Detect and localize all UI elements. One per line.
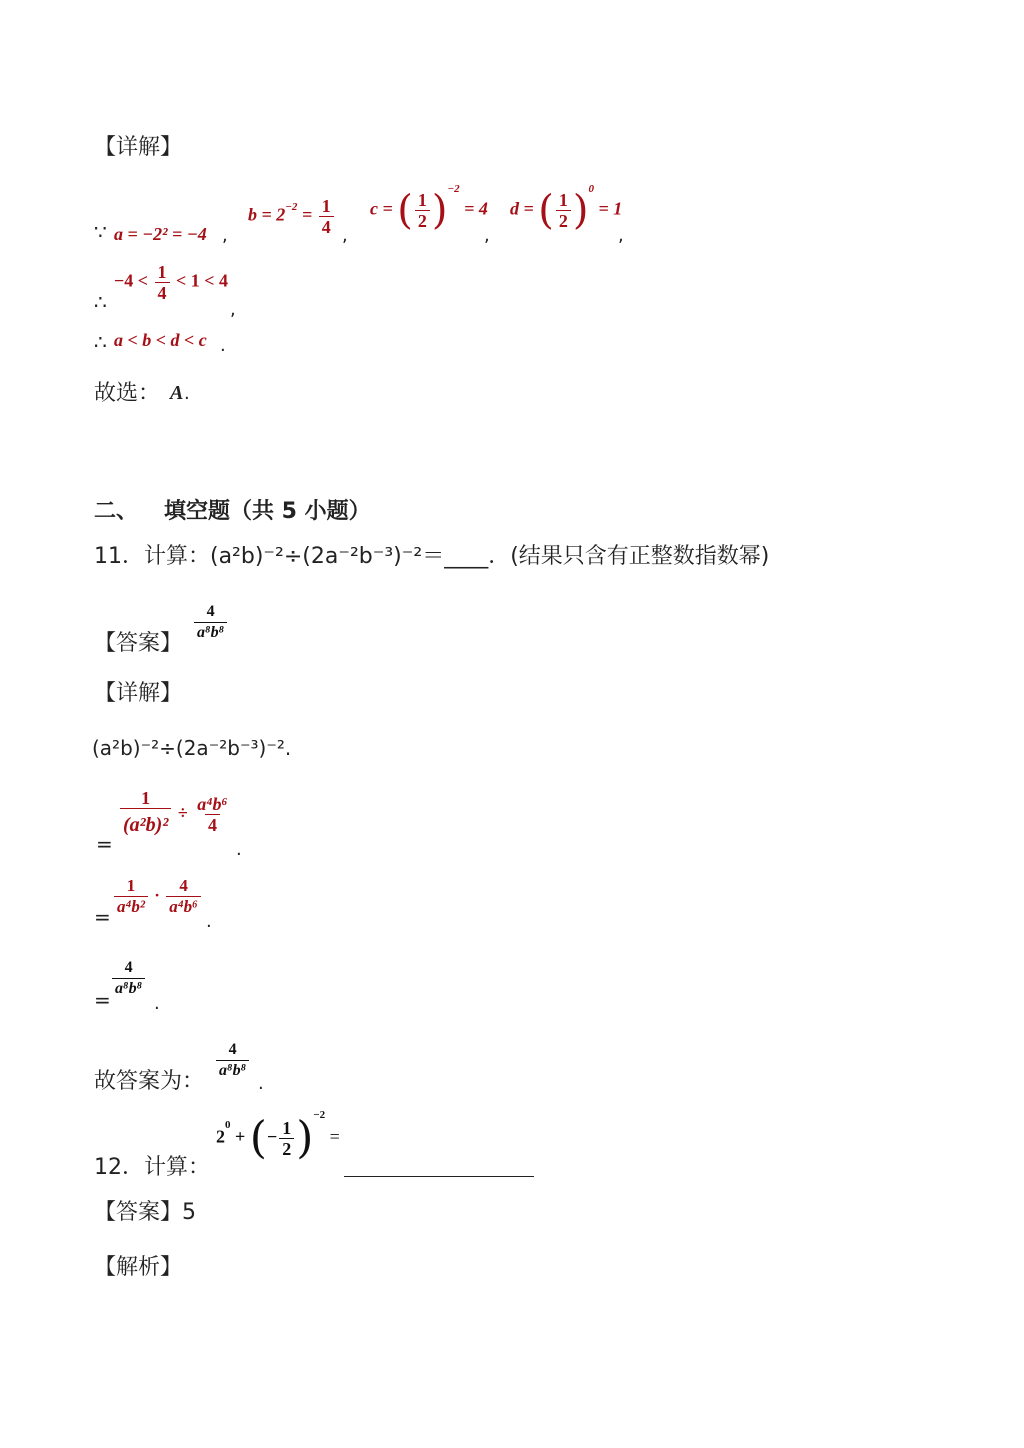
step-0: (a²b)⁻²÷(2a⁻²b⁻³)⁻².	[92, 736, 292, 760]
choose-label: 故选：	[94, 381, 161, 406]
therefore-symbol: ∴	[94, 290, 107, 314]
period: .	[206, 911, 212, 932]
period: .	[154, 993, 160, 1014]
detail-label: 【详解】	[94, 681, 183, 706]
section-title: 填空题（共 5 小题）	[164, 499, 371, 524]
comma: ,	[222, 225, 228, 246]
a-expression: a = −2² = −4	[114, 224, 207, 244]
equals-sign: =	[94, 905, 111, 929]
step-2-expression: $\frac{1}{\text{a⁴b²}}$ · $\frac{4}{\text{a⁴b⁶}}$	[112, 876, 203, 917]
answer-label: 【答案】	[94, 631, 183, 656]
period: .	[220, 335, 226, 356]
c-expression: c = ( $\frac{1}{2}$ )$^{-2}$ = 4	[370, 182, 488, 234]
choose-value: A	[170, 382, 184, 404]
period: .	[236, 839, 242, 860]
analysis-label: 【解析】	[94, 1255, 183, 1280]
b-expression: $b = 2^{-2}$ = $\frac{1}{4}$	[248, 196, 336, 237]
comma: ,	[618, 225, 624, 246]
detail-label: 【详解】	[94, 135, 183, 160]
question-12-expression: $2^0$ + (− $\frac{1}{2}$ )$^{-2}$ =	[216, 1108, 340, 1164]
order-result: a < b < d < c	[114, 330, 207, 350]
answer-label: 【答案】5	[94, 1200, 197, 1225]
because-symbol: ∵	[94, 220, 107, 244]
comma: ,	[484, 225, 490, 246]
section-number: 二、	[94, 499, 139, 524]
period: .	[258, 1073, 264, 1094]
equals-sign: =	[96, 832, 113, 856]
question-12: 12．计算：	[94, 1155, 210, 1180]
answer-value: 5	[182, 1200, 197, 1225]
answer-blank	[344, 1176, 534, 1177]
answer-fraction: $\frac{4}{\text{a⁸b⁸}}$	[192, 602, 229, 643]
comma: ,	[230, 299, 236, 320]
question-11: 11．计算：(a²b)⁻²÷(2a⁻²b⁻³)⁻²＝____．(结果只含有正整数指数幂)	[94, 544, 770, 569]
therefore-symbol: ∴	[94, 330, 107, 354]
equals-sign: =	[94, 988, 111, 1012]
step-3-fraction: $\frac{4}{\text{a⁸b⁸}}$	[110, 958, 147, 999]
comma: ,	[342, 225, 348, 246]
period: .	[184, 383, 190, 404]
final-answer-fraction: $\frac{4}{\text{a⁸b⁸}}$	[214, 1040, 251, 1081]
d-expression: d = ( $\frac{1}{2}$ )$^0$ = 1	[510, 182, 623, 234]
step-1-expression: $\frac{1}{\text{(a²b)²}}$ ÷ $\frac{\text{a⁴b⁶}}{4}$	[118, 788, 233, 841]
final-answer-label: 故答案为：	[94, 1069, 205, 1094]
inequality-chain: −4 < $\frac{1}{4}$ < 1 < 4	[114, 262, 229, 303]
